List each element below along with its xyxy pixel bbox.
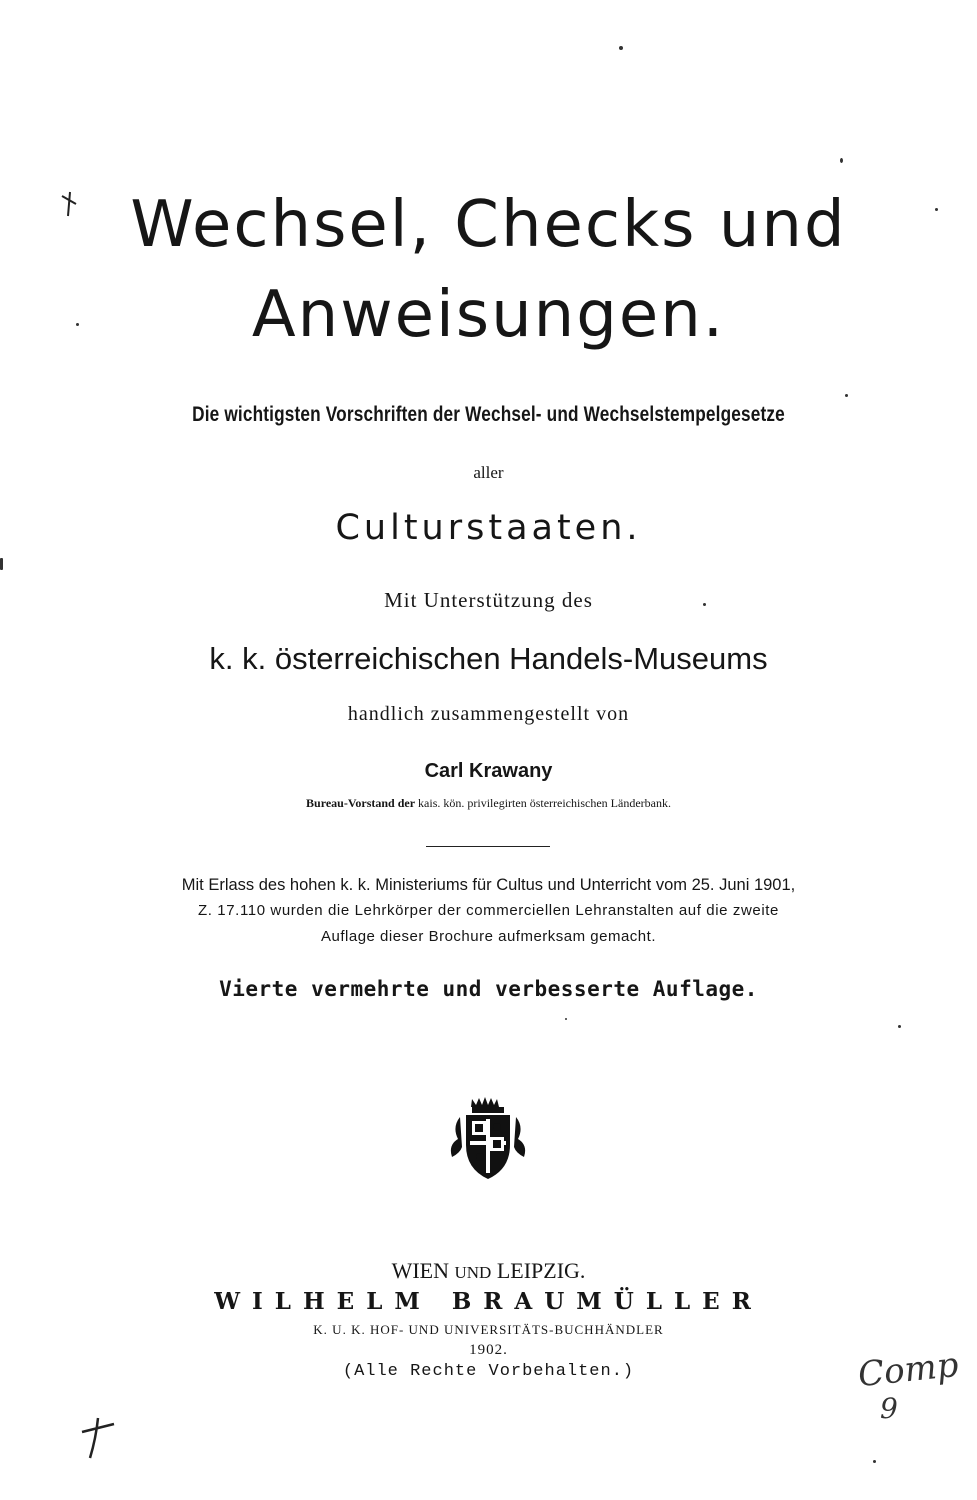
author-name: Carl Krawany bbox=[424, 760, 553, 782]
author-role-prefix: Bureau-Vorstand der bbox=[306, 796, 416, 810]
scan-speck bbox=[703, 603, 706, 606]
decree-line-3: Auflage dieser Brochure aufmerksam gemacht. bbox=[321, 928, 656, 945]
publisher-city-a: WIEN bbox=[391, 1258, 449, 1283]
title-line-2: Anweisungen. bbox=[251, 278, 726, 352]
publication-year: 1902. bbox=[469, 1342, 508, 1358]
publisher-city-b: UND bbox=[454, 1263, 492, 1282]
decree-line-1: Mit Erlass des hohen k. k. Ministeriums für Cultus und Unterricht vom 25. Juni 1901, bbox=[181, 876, 796, 894]
scan-speck bbox=[619, 46, 623, 50]
scan-speck bbox=[76, 323, 79, 326]
subtitle-aller: aller bbox=[473, 463, 504, 482]
handwritten-comp-annotation: Comp bbox=[856, 1344, 961, 1396]
compiled-by: handlich zusammengestellt von bbox=[347, 703, 630, 725]
publisher-city-c: LEIPZIG. bbox=[496, 1258, 586, 1283]
divider-rule bbox=[426, 846, 550, 847]
museum-name: k. k. österreichischen Handels-Museums bbox=[209, 641, 768, 676]
edition-note: Vierte vermehrte und verbesserte Auflage. bbox=[219, 977, 758, 1001]
scan-speck bbox=[898, 1025, 901, 1028]
subtitle-culturstaaten: Culturstaaten. bbox=[335, 508, 642, 548]
support-line: Mit Unterstützung des bbox=[384, 588, 593, 612]
publisher-city bbox=[0, 1258, 977, 1284]
scan-speck bbox=[935, 208, 938, 211]
scan-speck bbox=[840, 158, 843, 163]
scan-speck bbox=[0, 558, 3, 570]
scan-speck bbox=[873, 1460, 876, 1463]
handwritten-cross-mark bbox=[58, 190, 80, 220]
author-role bbox=[0, 796, 977, 811]
decree-line-2: Z. 17.110 wurden die Lehrkörper der commerciellen Lehranstalten auf die zweite bbox=[198, 902, 779, 919]
coat-of-arms-icon bbox=[442, 1095, 534, 1187]
title-line-1: Wechsel, Checks und bbox=[130, 188, 847, 262]
handwritten-number-annotation: 9 bbox=[880, 1392, 898, 1425]
scan-speck bbox=[845, 394, 848, 397]
subtitle: Die wichtigsten Vorschriften der Wechsel- und Wechselstempelgesetze bbox=[192, 403, 785, 426]
scan-speck bbox=[565, 1018, 567, 1020]
author-role-rest: kais. kön. privilegirten österreichischen Länderbank. bbox=[418, 796, 671, 810]
publisher-name: WILHELM BRAUMÜLLER bbox=[214, 1288, 763, 1315]
handwritten-plus-mark bbox=[80, 1416, 116, 1460]
rights-note: (Alle Rechte Vorbehalten.) bbox=[342, 1362, 635, 1381]
publisher-role: K. U. K. HOF- UND UNIVERSITÄTS-BUCHHÄNDLER bbox=[313, 1322, 664, 1337]
